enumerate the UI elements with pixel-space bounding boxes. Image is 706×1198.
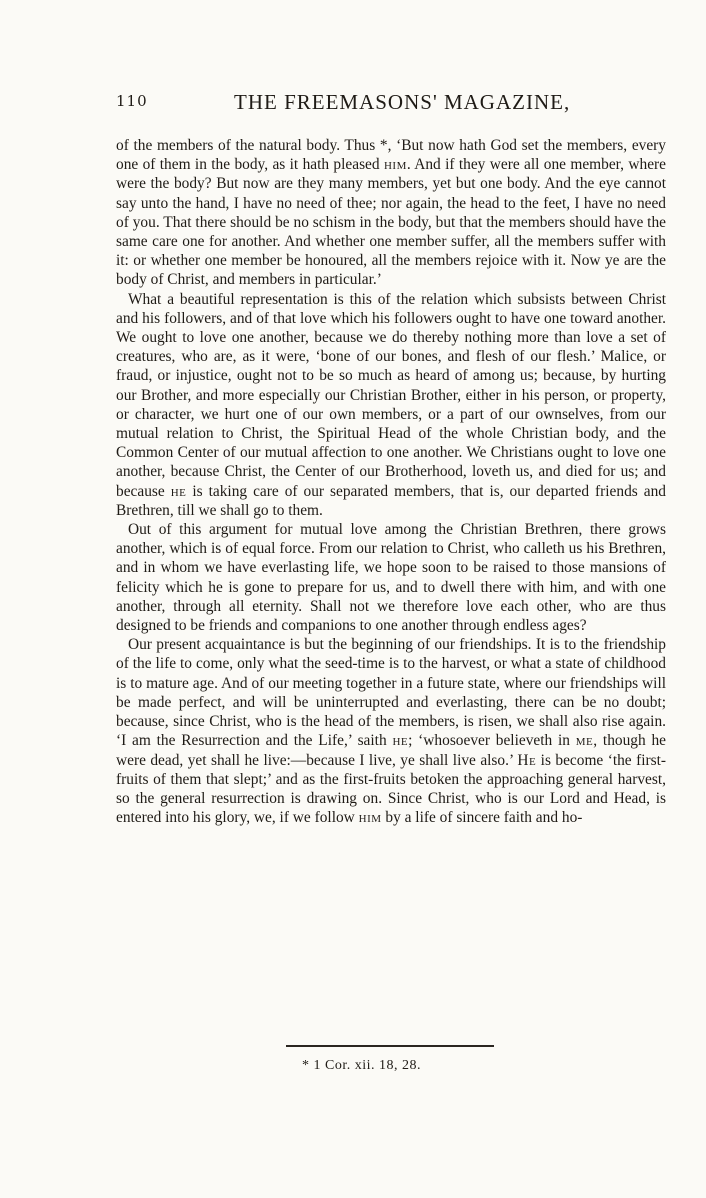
footnote: * 1 Cor. xii. 18, 28.: [302, 1058, 422, 1073]
p4-smallcaps-he: he: [392, 732, 409, 750]
paragraph-1: [116, 136, 666, 290]
page-number: 110: [116, 92, 148, 110]
body-text: [116, 136, 666, 827]
p4-text-i: by a life of sincere faith and ho-: [381, 809, 583, 827]
p2-text-c: is taking care of our separated members, that is, our departed friends and Brethren, till we shall go to them.: [116, 482, 666, 519]
p4-smallcaps-He: He: [517, 751, 537, 769]
p1-text-c: . And if they were all one member, where were the body? But now are they many members, yet but one body. And the eye cannot say unto the hand, I have no need of thee; nor again, the head to the feet, I have no need of you. That there should be no schism in the body, but that the members should have the same care one for another. And whether one member suffer, all the members suffer with it: or whether one member be honoured, all the members rejoice with it. Now ye are the body of Christ, and members in particular.’: [116, 156, 666, 289]
p2-smallcaps-he: he: [170, 482, 187, 500]
p2-text-a: What a beautiful representation is this of the relation which subsists between Christ and his followers, and of that love which his followers ought to have one toward another. We ought to love one another, because we do thereby nothing more than love a set of creatures, who are, as it were, ‘bone of our bones, and flesh of our flesh.’ Malice, or fraud, or injustice, ought not to be so much as heard of among us; because, by hurting our Brother, and more especially our Christian Brother, either in his person, or property, or character, we hurt one of our own members, or a part of our ownselves, from our mutual relation to Christ, the Spiritual Head of the whole Christian body, and the Common Center of our mutual affection to one another. We Christians ought to love one another, because Christ, the Center of our Brotherhood, loveth us, and died for us; and because: [116, 290, 666, 500]
p4-text-g: is become ‘the first-fruits of them that slept;’ and as the first-fruits betoken the approaching general harvest, so the general resurrection is drawing on. Since Christ, who is our Lord and Head, is entered into his glory, we, if we follow: [116, 751, 666, 827]
p4-text-a: Our present acquaintance is but the beginning of our friendships. It is to the friendship of the life to come, only what the seed-time is to the harvest, or what a state of childhood is to mature age. And of our meeting together in a future state, where our friendships will be made perfect, and will be uninterrupted and everlasting, there can be no doubt; because, since Christ, who is the head of the members, is risen, we shall also rise again. ‘I am the Resurrection and the Life,’ saith: [116, 636, 666, 750]
p1-text-a: of the members of the natural body. Thus *, ‘But now hath God set the members, every one of them in the body, as it hath pleased: [116, 137, 666, 174]
p1-smallcaps-him: him: [383, 156, 407, 174]
p4-smallcaps-him: him: [358, 809, 382, 827]
footnote-rule: [286, 1045, 494, 1047]
p3-text-a: Out of this argument for mutual love among the Christian Brethren, there grows another, which is of equal force. From our relation to Christ, who calleth us his Brethren, and in whom we have everlasting life, we hope soon to be raised to those mansions of felicity which he is gone to prepare for us, and to dwell there with him, and with one another, through all eternity. Shall not we therefore love each other, who are thus designed to be friends and companions to one another through endless ages?: [116, 521, 666, 635]
p4-smallcaps-me: me: [575, 732, 594, 750]
page-header: [116, 92, 666, 120]
paragraph-4: [116, 635, 666, 827]
p4-text-c: ; ‘whosoever believeth in: [408, 732, 576, 750]
paragraph-3: [116, 520, 666, 635]
running-head: THE FREEMASONS' MAGAZINE,: [234, 90, 571, 114]
paragraph-2: [116, 290, 666, 520]
p4-text-e: , though he were dead, yet shall he live:—because I live, ye shall live also.’: [116, 732, 666, 769]
